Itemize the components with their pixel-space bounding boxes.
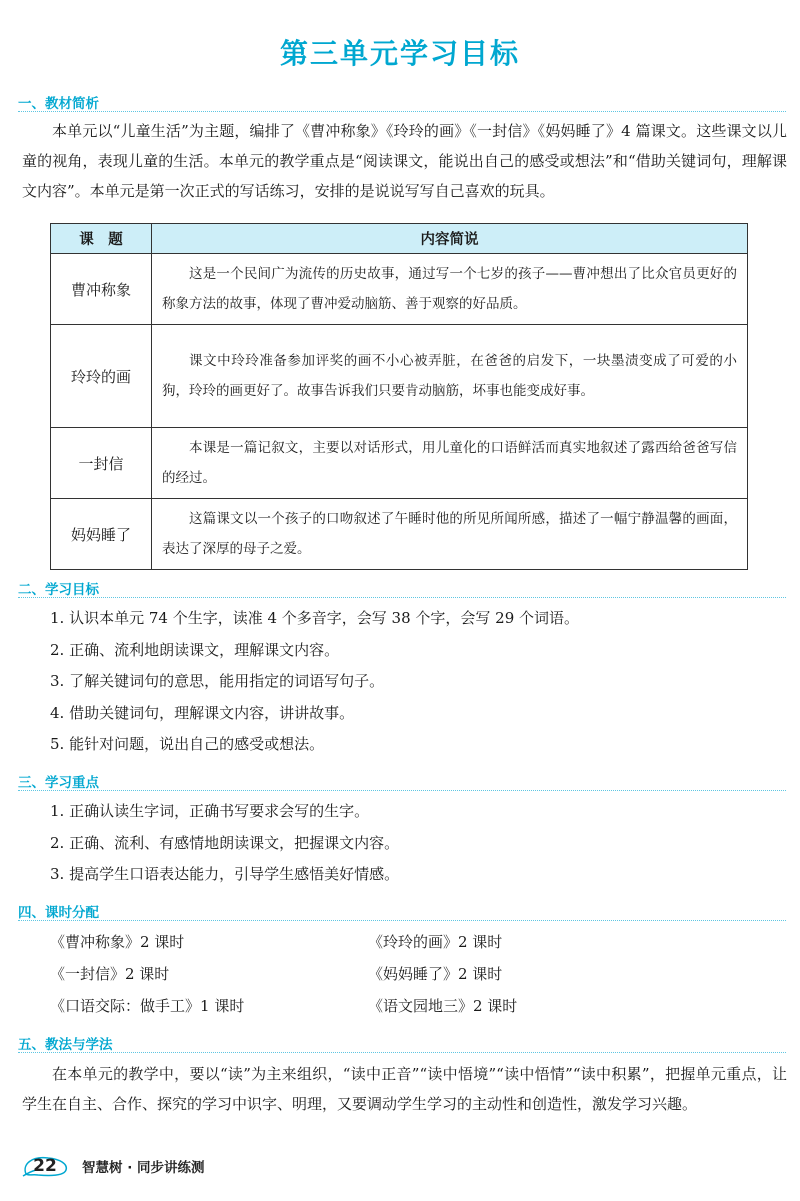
section-heading-objectives: 二、学习目标	[18, 578, 786, 598]
table-header-content: 内容简说	[152, 224, 748, 254]
table-row	[51, 254, 748, 325]
lesson-title: 玲玲的画	[51, 325, 152, 428]
objectives-list	[50, 603, 780, 761]
class-hours-cell: 《曹冲称象》2 课时	[50, 933, 185, 951]
class-hours-grid	[50, 926, 790, 1022]
section-heading-analysis: 一、教材简析	[18, 92, 786, 112]
analysis-paragraph: 本单元以“儿童生活”为主题，编排了《曹冲称象》《玲玲的画》《一封信》《妈妈睡了》4 篇课文。这些课文以儿童的视角，表现儿童的生活。本单元的教学重点是“阅读课文，能说出自己的感受或想法”和“借助关键词句，理解课文内容”。本单元是第一次正式的写话练习，安排的是说说写写自己喜欢的玩具。	[22, 122, 787, 200]
list-item: 3. 提高学生口语表达能力，引导学生感悟美好情感。	[50, 865, 400, 883]
class-hours-cell: 《玲玲的画》2 课时	[368, 933, 503, 951]
list-item: 3. 了解关键词句的意思，能用指定的词语写句子。	[50, 672, 385, 690]
page-title: 第三单元学习目标	[279, 37, 520, 70]
section-heading-class-hours: 四、课时分配	[18, 901, 786, 921]
table-row	[51, 325, 748, 428]
list-item: 2. 正确、流利、有感情地朗读课文，把握课文内容。	[50, 833, 400, 852]
lesson-title: 妈妈睡了	[51, 499, 152, 570]
class-hours-row	[50, 990, 790, 1022]
list-item: 1. 认识本单元 74 个生字，读准 4 个多音字，会写 38 个字，会写 29 个词语。	[50, 609, 580, 627]
class-hours-row	[50, 926, 790, 958]
list-item: 4. 借助关键词句，理解课文内容，讲讲故事。	[50, 703, 355, 722]
list-item: 5. 能针对问题，说出自己的感受或想法。	[50, 735, 325, 753]
section-heading-methods: 五、教法与学法	[18, 1033, 786, 1053]
book-name: 智慧树 · 同步讲练测	[82, 1160, 205, 1176]
section-heading-key-points: 三、学习重点	[18, 771, 786, 791]
lesson-title: 曹冲称象	[51, 254, 152, 325]
page-number-badge	[20, 1154, 70, 1178]
class-hours-cell: 《妈妈睡了》2 课时	[368, 965, 503, 983]
list-item: 2. 正确、流利地朗读课文，理解课文内容。	[50, 640, 340, 659]
lesson-desc: 这是一个民间广为流传的历史故事，通过写一个七岁的孩子——曹冲想出了比众官员更好的称象方法的故事，体现了曹冲爱动脑筋、善于观察的好品质。	[152, 254, 748, 325]
table-header-lesson: 课 题	[51, 224, 152, 254]
list-item: 1. 正确认读生字词，正确书写要求会写的生字。	[50, 802, 370, 820]
class-hours-cell: 《一封信》2 课时	[50, 965, 170, 983]
key-points-list	[50, 796, 780, 891]
methods-paragraph: 在本单元的教学中，要以“读”为主来组织，“读中正音”“读中悟境”“读中悟情”“读中积累”，把握单元重点，让学生在自主、合作、探究的学习中识字、明理，又要调动学生学习的主动性和创造性，激发学习兴趣。	[22, 1065, 787, 1113]
lesson-desc: 这篇课文以一个孩子的口吻叙述了午睡时他的所见所闻所感，描述了一幅宁静温馨的画面，表达了深厚的母子之爱。	[152, 499, 748, 570]
page-number: 22	[33, 1156, 57, 1176]
lesson-summary-table	[50, 223, 748, 570]
table-header-row	[51, 224, 748, 254]
class-hours-cell: 《语文园地三》2 课时	[368, 997, 518, 1015]
lesson-desc: 课文中玲玲准备参加评奖的画不小心被弄脏，在爸爸的启发下，一块墨渍变成了可爱的小狗，玲玲的画更好了。故事告诉我们只要肯动脑筋，坏事也能变成好事。	[152, 325, 748, 428]
table-row	[51, 499, 748, 570]
lesson-desc: 本课是一篇记叙文，主要以对话形式，用儿童化的口语鲜活而真实地叙述了露西给爸爸写信的经过。	[152, 428, 748, 499]
class-hours-row	[50, 958, 790, 990]
table-row	[51, 428, 748, 499]
class-hours-cell: 《口语交际：做手工》1 课时	[50, 997, 245, 1015]
lesson-title: 一封信	[51, 428, 152, 499]
